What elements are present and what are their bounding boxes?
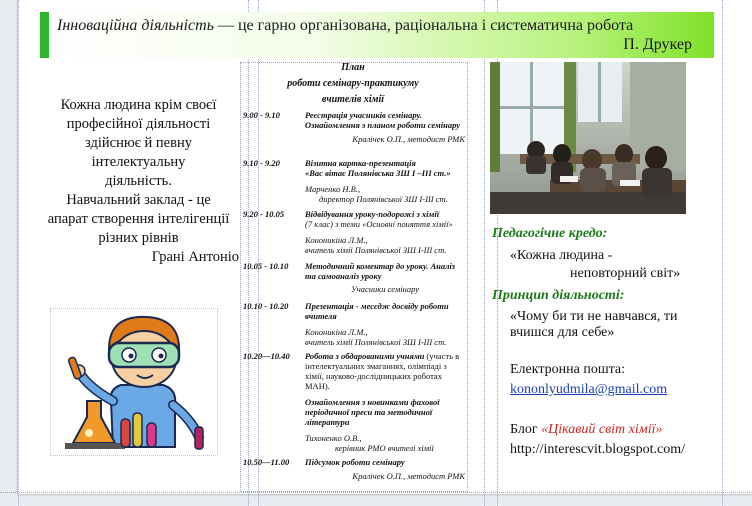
schedule-desc xyxy=(305,158,465,204)
blog-title: «Цікавий світ хімії» xyxy=(541,422,663,437)
quote-line: професійної діяльності xyxy=(66,116,211,132)
margin-guide xyxy=(0,492,752,493)
schedule-subtitle: (7 клас) з теми «Основні поняття хімії» xyxy=(305,219,453,229)
schedule-person: Марченко Н.В., xyxy=(305,184,361,194)
scientist-illustration xyxy=(50,308,218,456)
schedule-time: 10.20—10.40 xyxy=(243,351,290,361)
schedule-desc xyxy=(305,209,465,255)
quote-line: апарат створення інтелігенції xyxy=(47,211,230,227)
schedule-subtitle: (участь в інтелектуальних змаганнях, олімпіаді з хімії, науково-дослідницьких роботах МАН). xyxy=(305,351,460,391)
plan-title xyxy=(240,60,466,108)
plan-title-line: вчителів хімії xyxy=(321,94,385,105)
plan-title-line: роботи семінару-практикуму xyxy=(287,78,419,89)
schedule-time: 10.10 - 10.20 xyxy=(243,301,289,311)
schedule-person: Кононикіна Л.М., xyxy=(305,235,368,245)
schedule-person: Тихоненко О.В., xyxy=(305,433,362,443)
blog-line xyxy=(510,422,662,438)
schedule-person: Кралічек О.П., методист РМК xyxy=(352,134,465,144)
schedule-title-wrap xyxy=(305,351,465,391)
schedule-time: 9.00 - 9.10 xyxy=(243,110,280,120)
left-quote xyxy=(36,96,241,267)
schedule-desc xyxy=(305,110,465,144)
quote-line: Кожна людина крім своєї xyxy=(60,97,217,113)
banner-quote-italic: Інноваційна діяльність xyxy=(57,17,214,34)
scientist-icon xyxy=(51,309,217,455)
schedule-title: Відвідування уроку-подорожі з хімії xyxy=(305,209,440,219)
blog-url[interactable]: http://interescvit.blogspot.com/ xyxy=(510,442,685,457)
schedule-title: Презентація - месєдж досвіду роботи вчителя xyxy=(305,301,449,321)
banner-author: П. Друкер xyxy=(623,36,692,53)
schedule-time: 9.20 - 10.05 xyxy=(243,209,285,219)
schedule-title: Методичний коментар до уроку. Аналіз та самоаналіз уроку xyxy=(305,261,456,281)
quote-line: різних рівнів xyxy=(98,230,179,246)
quote-line: здійснює й певну xyxy=(85,135,192,151)
schedule-person-role: керівник РМО вчителі хімії xyxy=(335,443,434,453)
banner-quote-rest: — це гарно організована, раціональна і систематична робота xyxy=(213,17,634,34)
margin-guide xyxy=(722,0,723,506)
schedule-desc xyxy=(305,397,465,453)
schedule-subtitle: «Вас вітає Полянівська ЗШ І –ІІІ ст.» xyxy=(305,168,451,178)
schedule-desc xyxy=(305,457,465,481)
schedule-title: Робота з обдарованими учнями xyxy=(305,351,425,361)
email-line xyxy=(510,382,667,398)
schedule-title: Реєстрація учасників семінару. xyxy=(305,110,422,120)
classroom-photo xyxy=(490,62,686,214)
principle-heading: Принцип діяльності: xyxy=(492,288,625,303)
schedule-time: 10.05 - 10.10 xyxy=(243,261,289,271)
kredo-heading: Педагогічне кредо: xyxy=(492,226,608,241)
quote-author: Грані Антоніо xyxy=(151,249,239,265)
schedule-person-role: вчитель хімії Полянівської ЗШ І-ІІІ ст. xyxy=(305,245,447,255)
schedule-desc xyxy=(305,351,465,391)
kredo-line: «Кожна людина - xyxy=(510,248,613,263)
schedule-person: Кралічек О.П., методист РМК xyxy=(352,471,465,481)
schedule-person-role: директор Полянівської ЗШ І-ІІІ ст. xyxy=(319,194,448,204)
schedule-person: Кононикіна Л.М., xyxy=(305,327,368,337)
header-banner xyxy=(40,12,714,58)
email-link[interactable]: kononlyudmila@gmail.com xyxy=(510,382,668,397)
schedule-person-role: вчитель хімії Полянівської ЗШ І-ІІІ ст. xyxy=(305,337,447,347)
schedule-title: Ознайомлення з новинками фахової періодичної преси та методичної літератури xyxy=(305,397,440,427)
schedule-title: Підсумок роботи семінару xyxy=(305,457,405,467)
schedule-time: 10.50—11.00 xyxy=(243,457,290,467)
schedule-time: 9.10 - 9.20 xyxy=(243,158,280,168)
schedule-person: Учасники семінару xyxy=(351,284,419,294)
principle-line: «Чому би ти не навчався, ти xyxy=(510,309,678,324)
margin-guide xyxy=(18,0,19,506)
quote-line: Навчальний заклад - це xyxy=(66,192,211,208)
principle-line: вчишся для себе» xyxy=(510,325,615,340)
column-guide xyxy=(484,0,485,506)
plan-title-line: План xyxy=(341,62,365,73)
quote-line: діяльність. xyxy=(105,173,172,189)
schedule-desc xyxy=(305,261,465,294)
banner-quote xyxy=(57,17,633,35)
quote-line: інтелектуальну xyxy=(91,154,186,170)
kredo-line: неповторний світ» xyxy=(570,266,681,281)
schedule-desc xyxy=(305,301,465,347)
classroom-photo-icon xyxy=(490,62,686,214)
schedule-title: Візитна картка-презентація xyxy=(305,158,416,168)
schedule-subtitle: Ознайомлення з планом роботи семінару xyxy=(305,120,460,130)
email-label: Електронна пошта: xyxy=(510,362,626,377)
blog-label: Блог xyxy=(510,422,542,437)
